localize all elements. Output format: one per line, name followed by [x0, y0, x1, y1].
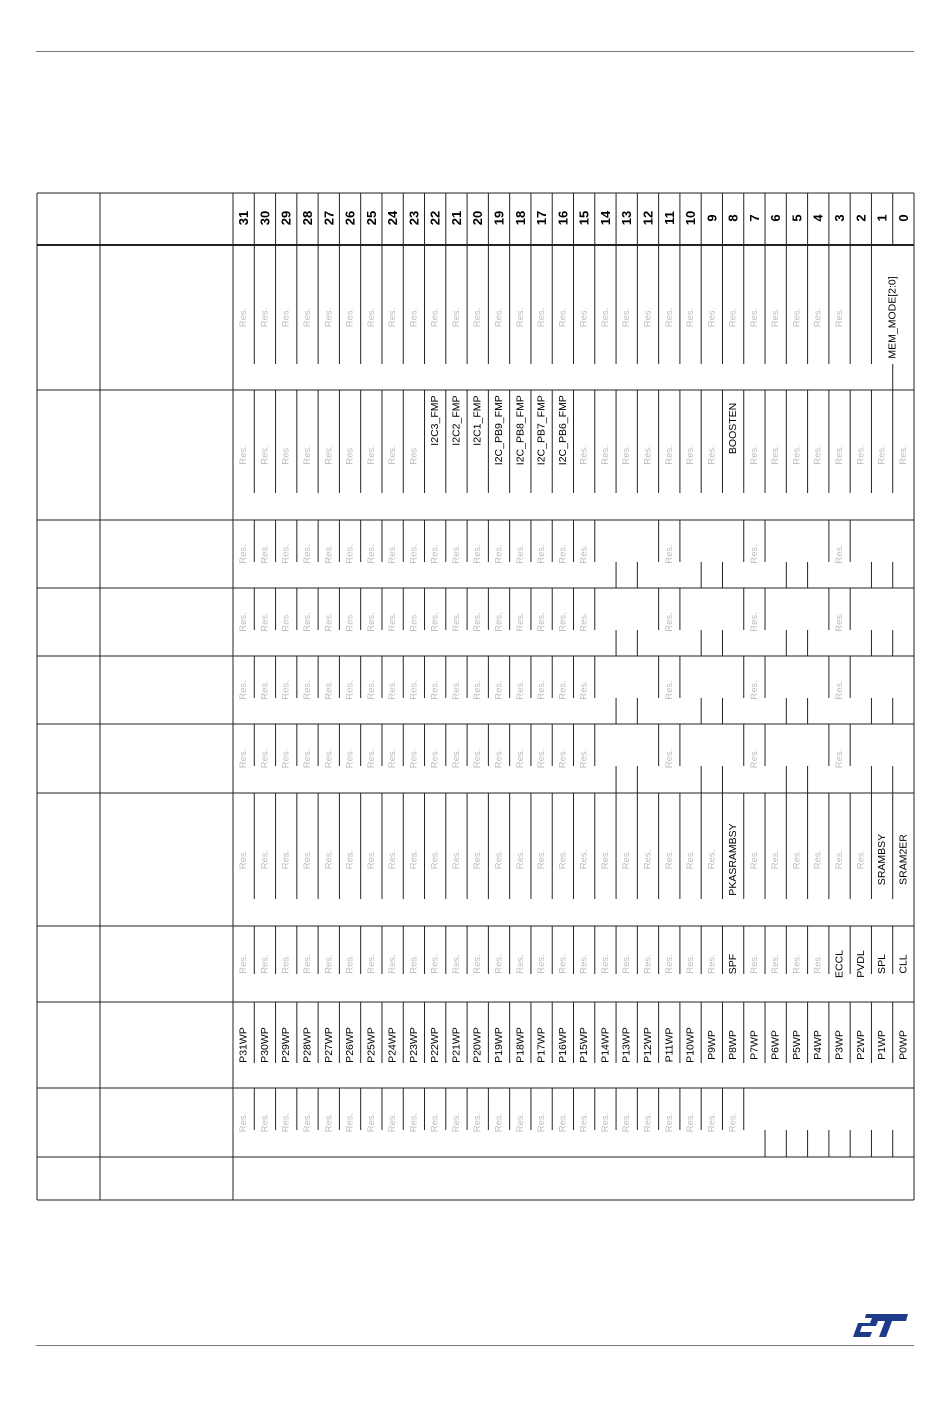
- reserved-bit-13: Res.: [621, 849, 633, 870]
- reserved-bit-9: Res.: [706, 954, 718, 974]
- reserved-bit-6: Res.: [770, 954, 782, 974]
- reserved-bit-4: Res.: [812, 954, 824, 974]
- reserved-bit-21: Res.: [450, 307, 462, 328]
- reserved-bit-11: Res.: [663, 544, 675, 564]
- field-p26wp: P26WP: [344, 1027, 357, 1063]
- reserved-bit-14: Res.: [599, 954, 611, 974]
- reserved-bit-17: Res.: [536, 1112, 548, 1133]
- reserved-bit-7: Res.: [748, 307, 760, 328]
- field-p4wp: P4WP: [812, 1030, 825, 1060]
- reserved-bit-22: Res.: [429, 954, 441, 974]
- reserved-bit-24: Res.: [387, 680, 399, 700]
- reserved-bit-19: Res.: [493, 307, 505, 328]
- reserved-bit-2: Res.: [855, 445, 867, 465]
- bit-number-1: 1: [874, 214, 890, 222]
- reserved-bit-7: Res.: [748, 748, 760, 769]
- bit-number-12: 12: [640, 210, 656, 226]
- reserved-bit-22: Res.: [429, 307, 441, 328]
- reserved-bit-20: Res.: [472, 954, 484, 974]
- field-spf: SPF: [727, 953, 740, 975]
- reserved-bit-25: Res.: [365, 849, 377, 870]
- field-p29wp: P29WP: [280, 1027, 293, 1063]
- field-srambsy: SRAMBSY: [876, 833, 889, 886]
- bit-number-6: 6: [768, 214, 784, 222]
- reserved-bit-3: Res.: [834, 307, 846, 328]
- reserved-bit-9: Res.: [706, 445, 718, 465]
- reserved-bit-11: Res.: [663, 612, 675, 632]
- reserved-bit-29: Res.: [280, 544, 292, 564]
- reserved-bit-18: Res.: [514, 954, 526, 974]
- reserved-bit-26: Res.: [344, 307, 356, 328]
- reserved-bit-11: Res.: [663, 1112, 675, 1133]
- reserved-bit-15: Res.: [578, 1112, 590, 1133]
- reserved-bit-21: Res.: [450, 544, 462, 564]
- reserved-bit-20: Res.: [472, 1112, 484, 1133]
- reserved-bit-29: Res.: [280, 1112, 292, 1133]
- field-eccl: ECCL: [833, 949, 846, 979]
- reserved-bit-27: Res.: [323, 544, 335, 564]
- reserved-bit-28: Res.: [301, 954, 313, 974]
- reserved-bit-19: Res.: [493, 544, 505, 564]
- reserved-bit-12: Res.: [642, 1112, 654, 1133]
- field-cll: CLL: [897, 954, 910, 974]
- reserved-bit-20: Res.: [472, 680, 484, 700]
- reserved-bit-31: Res.: [238, 544, 250, 564]
- reserved-bit-21: Res.: [450, 1112, 462, 1133]
- reserved-bit-13: Res.: [621, 307, 633, 328]
- reserved-bit-27: Res.: [323, 612, 335, 632]
- reserved-bit-5: Res.: [791, 954, 803, 974]
- reserved-bit-14: Res.: [599, 307, 611, 328]
- field-p9wp: P9WP: [705, 1030, 718, 1060]
- reserved-bit-22: Res.: [429, 849, 441, 870]
- reserved-bit-26: Res.: [344, 954, 356, 974]
- reserved-bit-30: Res.: [259, 1112, 271, 1133]
- reserved-bit-31: Res.: [238, 445, 250, 465]
- reserved-bit-18: Res.: [514, 849, 526, 870]
- reserved-bit-29: Res.: [280, 849, 292, 870]
- reserved-bit-17: Res.: [536, 680, 548, 700]
- reserved-bit-10: Res.: [685, 954, 697, 974]
- reserved-bit-21: Res.: [450, 680, 462, 700]
- bit-number-15: 15: [576, 210, 592, 226]
- field-p3wp: P3WP: [833, 1030, 846, 1060]
- reserved-bit-18: Res.: [514, 680, 526, 700]
- bit-number-23: 23: [406, 210, 422, 226]
- reserved-bit-0: Res.: [897, 445, 909, 465]
- reserved-bit-24: Res.: [387, 1112, 399, 1133]
- reserved-bit-30: Res.: [259, 680, 271, 700]
- reserved-bit-25: Res.: [365, 445, 377, 465]
- reserved-bit-19: Res.: [493, 849, 505, 870]
- reserved-bit-19: Res.: [493, 1112, 505, 1133]
- reserved-bit-8: Res.: [727, 1112, 739, 1133]
- reserved-bit-24: Res.: [387, 612, 399, 632]
- reserved-bit-4: Res.: [812, 445, 824, 465]
- reserved-bit-20: Res.: [472, 544, 484, 564]
- reserved-bit-9: Res.: [706, 307, 718, 328]
- reserved-bit-27: Res.: [323, 680, 335, 700]
- reserved-bit-31: Res.: [238, 612, 250, 632]
- field-i2c-pb7-fmp: I2C_PB7_FMP: [535, 395, 548, 466]
- reserved-bit-7: Res.: [748, 612, 760, 632]
- field-p28wp: P28WP: [301, 1027, 314, 1063]
- field-p1wp: P1WP: [876, 1030, 889, 1060]
- reserved-bit-20: Res.: [472, 849, 484, 870]
- reserved-bit-17: Res.: [536, 849, 548, 870]
- reserved-bit-24: Res.: [387, 954, 399, 974]
- field-pvdl: PVDL: [854, 950, 867, 978]
- reserved-bit-6: Res.: [770, 445, 782, 465]
- reserved-bit-27: Res.: [323, 748, 335, 769]
- reserved-bit-16: Res.: [557, 307, 569, 328]
- field-i2c-pb9-fmp: I2C_PB9_FMP: [493, 395, 506, 466]
- reserved-bit-21: Res.: [450, 954, 462, 974]
- reserved-bit-10: Res.: [685, 849, 697, 870]
- field-p15wp: P15WP: [578, 1027, 591, 1063]
- reserved-bit-26: Res.: [344, 544, 356, 564]
- reserved-bit-30: Res.: [259, 307, 271, 328]
- reserved-bit-17: Res.: [536, 748, 548, 769]
- reserved-bit-11: Res.: [663, 680, 675, 700]
- reserved-bit-17: Res.: [536, 544, 548, 564]
- reserved-bit-30: Res.: [259, 445, 271, 465]
- reserved-bit-15: Res.: [578, 849, 590, 870]
- bit-number-7: 7: [746, 214, 762, 222]
- reserved-bit-10: Res.: [685, 307, 697, 328]
- reserved-bit-27: Res.: [323, 849, 335, 870]
- reserved-bit-25: Res.: [365, 954, 377, 974]
- reserved-bit-17: Res.: [536, 954, 548, 974]
- reserved-bit-23: Res.: [408, 849, 420, 870]
- reserved-bit-26: Res.: [344, 748, 356, 769]
- reserved-bit-15: Res.: [578, 307, 590, 328]
- reserved-bit-29: Res.: [280, 748, 292, 769]
- reserved-bit-16: Res.: [557, 680, 569, 700]
- field-mem-mode-2-0-: MEM_MODE[2:0]: [886, 276, 899, 359]
- field-p5wp: P5WP: [790, 1030, 803, 1060]
- field-p18wp: P18WP: [514, 1027, 527, 1063]
- field-p10wp: P10WP: [684, 1027, 697, 1063]
- bit-number-4: 4: [810, 214, 826, 222]
- reserved-bit-19: Res.: [493, 680, 505, 700]
- reserved-bit-18: Res.: [514, 748, 526, 769]
- reserved-bit-5: Res.: [791, 307, 803, 328]
- reserved-bit-26: Res.: [344, 612, 356, 632]
- reserved-bit-16: Res.: [557, 849, 569, 870]
- reserved-bit-4: Res.: [812, 307, 824, 328]
- reserved-bit-22: Res.: [429, 748, 441, 769]
- bit-number-22: 22: [427, 210, 443, 226]
- reserved-bit-29: Res.: [280, 445, 292, 465]
- bit-number-8: 8: [725, 214, 741, 222]
- reserved-bit-15: Res.: [578, 954, 590, 974]
- reserved-bit-11: Res.: [663, 307, 675, 328]
- reserved-bit-30: Res.: [259, 612, 271, 632]
- reserved-bit-12: Res.: [642, 307, 654, 328]
- reserved-bit-20: Res.: [472, 307, 484, 328]
- reserved-bit-29: Res.: [280, 612, 292, 632]
- reserved-bit-23: Res.: [408, 544, 420, 564]
- field-p19wp: P19WP: [493, 1027, 506, 1063]
- reserved-bit-8: Res.: [727, 307, 739, 328]
- field-p25wp: P25WP: [365, 1027, 378, 1063]
- reserved-bit-24: Res.: [387, 544, 399, 564]
- reserved-bit-23: Res.: [408, 748, 420, 769]
- field-i2c2-fmp: I2C2_FMP: [450, 395, 463, 446]
- field-p12wp: P12WP: [641, 1027, 654, 1063]
- reserved-bit-6: Res.: [770, 849, 782, 870]
- reserved-bit-26: Res.: [344, 849, 356, 870]
- reserved-bit-16: Res.: [557, 954, 569, 974]
- field-p0wp: P0WP: [897, 1030, 910, 1060]
- reserved-bit-3: Res.: [834, 680, 846, 700]
- reserved-bit-31: Res.: [238, 680, 250, 700]
- reserved-bit-7: Res.: [748, 954, 760, 974]
- bit-number-3: 3: [832, 214, 848, 222]
- reserved-bit-23: Res.: [408, 1112, 420, 1133]
- field-p20wp: P20WP: [471, 1027, 484, 1063]
- reserved-bit-27: Res.: [323, 1112, 335, 1133]
- bit-number-9: 9: [704, 214, 720, 222]
- bit-number-29: 29: [278, 210, 294, 226]
- reserved-bit-29: Res.: [280, 680, 292, 700]
- reserved-bit-20: Res.: [472, 612, 484, 632]
- reserved-bit-3: Res.: [834, 544, 846, 564]
- field-boosten: BOOSTEN: [727, 402, 740, 455]
- reserved-bit-22: Res.: [429, 680, 441, 700]
- field-p24wp: P24WP: [386, 1027, 399, 1063]
- field-p16wp: P16WP: [556, 1027, 569, 1063]
- reserved-bit-13: Res.: [621, 1112, 633, 1133]
- bit-number-28: 28: [299, 210, 315, 226]
- field-p6wp: P6WP: [769, 1030, 782, 1060]
- reserved-bit-7: Res.: [748, 680, 760, 700]
- reserved-bit-21: Res.: [450, 748, 462, 769]
- reserved-bit-18: Res.: [514, 544, 526, 564]
- reserved-bit-15: Res.: [578, 680, 590, 700]
- bit-number-18: 18: [512, 210, 528, 226]
- reserved-bit-11: Res.: [663, 748, 675, 769]
- reserved-bit-22: Res.: [429, 1112, 441, 1133]
- reserved-bit-21: Res.: [450, 612, 462, 632]
- field-p14wp: P14WP: [599, 1027, 612, 1063]
- reserved-bit-17: Res.: [536, 307, 548, 328]
- reserved-bit-15: Res.: [578, 612, 590, 632]
- reserved-bit-7: Res.: [748, 849, 760, 870]
- reserved-bit-25: Res.: [365, 544, 377, 564]
- reserved-bit-23: Res.: [408, 680, 420, 700]
- reserved-bit-15: Res.: [578, 544, 590, 564]
- reserved-bit-27: Res.: [323, 307, 335, 328]
- reserved-bit-13: Res.: [621, 445, 633, 465]
- bit-number-5: 5: [789, 214, 805, 222]
- reserved-bit-16: Res.: [557, 612, 569, 632]
- reserved-bit-14: Res.: [599, 1112, 611, 1133]
- reserved-bit-19: Res.: [493, 612, 505, 632]
- reserved-bit-28: Res.: [301, 445, 313, 465]
- reserved-bit-22: Res.: [429, 544, 441, 564]
- bit-number-11: 11: [661, 211, 677, 225]
- reserved-bit-12: Res.: [642, 445, 654, 465]
- field-p17wp: P17WP: [535, 1027, 548, 1063]
- reserved-bit-7: Res.: [748, 445, 760, 465]
- reserved-bit-28: Res.: [301, 849, 313, 870]
- reserved-bit-3: Res.: [834, 612, 846, 632]
- reserved-bit-26: Res.: [344, 680, 356, 700]
- reserved-bit-28: Res.: [301, 544, 313, 564]
- reserved-bit-24: Res.: [387, 445, 399, 465]
- reserved-bit-3: Res.: [834, 445, 846, 465]
- reserved-bit-23: Res.: [408, 445, 420, 465]
- reserved-bit-1: Res.: [876, 445, 888, 465]
- reserved-bit-26: Res.: [344, 445, 356, 465]
- reserved-bit-18: Res.: [514, 612, 526, 632]
- bit-number-0: 0: [895, 214, 911, 222]
- field-p11wp: P11WP: [663, 1027, 676, 1063]
- reserved-bit-25: Res.: [365, 307, 377, 328]
- reserved-bit-2: Res.: [855, 849, 867, 870]
- reserved-bit-27: Res.: [323, 954, 335, 974]
- reserved-bit-16: Res.: [557, 748, 569, 769]
- reserved-bit-30: Res.: [259, 748, 271, 769]
- reserved-bit-15: Res.: [578, 445, 590, 465]
- reserved-bit-16: Res.: [557, 544, 569, 564]
- reserved-bit-25: Res.: [365, 612, 377, 632]
- field-p22wp: P22WP: [429, 1027, 442, 1063]
- reserved-bit-28: Res.: [301, 1112, 313, 1133]
- reserved-bit-28: Res.: [301, 680, 313, 700]
- reserved-bit-14: Res.: [599, 445, 611, 465]
- field-pkasrambsy: PKASRAMBSY: [727, 823, 740, 896]
- bit-number-24: 24: [385, 210, 401, 226]
- reserved-bit-27: Res.: [323, 445, 335, 465]
- reserved-bit-19: Res.: [493, 954, 505, 974]
- bit-number-2: 2: [853, 214, 869, 222]
- bit-number-13: 13: [619, 210, 635, 226]
- bit-number-19: 19: [491, 210, 507, 226]
- reserved-bit-23: Res.: [408, 954, 420, 974]
- reserved-bit-26: Res.: [344, 1112, 356, 1133]
- reserved-bit-10: Res.: [685, 1112, 697, 1133]
- reserved-bit-9: Res.: [706, 1112, 718, 1133]
- reserved-bit-31: Res.: [238, 954, 250, 974]
- reserved-bit-19: Res.: [493, 748, 505, 769]
- field-p13wp: P13WP: [620, 1027, 633, 1063]
- bit-number-26: 26: [342, 210, 358, 226]
- bit-number-31: 31: [236, 210, 252, 226]
- reserved-bit-11: Res.: [663, 849, 675, 870]
- st-logo: [852, 1310, 912, 1340]
- reserved-bit-28: Res.: [301, 612, 313, 632]
- bit-number-16: 16: [555, 210, 571, 226]
- reserved-bit-30: Res.: [259, 954, 271, 974]
- reserved-bit-25: Res.: [365, 748, 377, 769]
- reserved-bit-29: Res.: [280, 307, 292, 328]
- reserved-bit-13: Res.: [621, 954, 633, 974]
- reserved-bit-5: Res.: [791, 445, 803, 465]
- field-p31wp: P31WP: [237, 1027, 250, 1063]
- reserved-bit-4: Res.: [812, 849, 824, 870]
- reserved-bit-25: Res.: [365, 680, 377, 700]
- bit-number-17: 17: [534, 210, 550, 226]
- reserved-bit-14: Res.: [599, 849, 611, 870]
- reserved-bit-23: Res.: [408, 307, 420, 328]
- field-spl: SPL: [876, 954, 889, 974]
- bit-number-10: 10: [683, 210, 699, 226]
- reserved-bit-21: Res.: [450, 849, 462, 870]
- bit-number-25: 25: [363, 210, 379, 226]
- reserved-bit-10: Res.: [685, 445, 697, 465]
- reserved-bit-11: Res.: [663, 445, 675, 465]
- reserved-bit-6: Res.: [770, 307, 782, 328]
- field-p8wp: P8WP: [727, 1030, 740, 1060]
- bit-number-30: 30: [257, 210, 273, 226]
- reserved-bit-15: Res.: [578, 748, 590, 769]
- field-i2c-pb6-fmp: I2C_PB6_FMP: [556, 395, 569, 466]
- field-p21wp: P21WP: [450, 1027, 463, 1063]
- field-p23wp: P23WP: [407, 1027, 420, 1063]
- field-p2wp: P2WP: [854, 1030, 867, 1060]
- reserved-bit-28: Res.: [301, 748, 313, 769]
- reserved-bit-12: Res.: [642, 954, 654, 974]
- field-p27wp: P27WP: [322, 1027, 335, 1063]
- reserved-bit-18: Res.: [514, 1112, 526, 1133]
- reserved-bit-25: Res.: [365, 1112, 377, 1133]
- reserved-bit-24: Res.: [387, 849, 399, 870]
- reserved-bit-3: Res.: [834, 849, 846, 870]
- reserved-bit-31: Res.: [238, 849, 250, 870]
- reserved-bit-9: Res.: [706, 849, 718, 870]
- reserved-bit-28: Res.: [301, 307, 313, 328]
- bit-number-20: 20: [470, 210, 486, 226]
- field-i2c-pb8-fmp: I2C_PB8_FMP: [514, 395, 527, 466]
- reserved-bit-5: Res.: [791, 849, 803, 870]
- reserved-bit-16: Res.: [557, 1112, 569, 1133]
- reserved-bit-23: Res.: [408, 612, 420, 632]
- reserved-bit-12: Res.: [642, 849, 654, 870]
- bit-number-21: 21: [448, 210, 464, 226]
- reserved-bit-29: Res.: [280, 954, 292, 974]
- reserved-bit-24: Res.: [387, 748, 399, 769]
- field-i2c3-fmp: I2C3_FMP: [429, 395, 442, 446]
- reserved-bit-7: Res.: [748, 544, 760, 564]
- reserved-bit-22: Res.: [429, 612, 441, 632]
- reserved-bit-20: Res.: [472, 748, 484, 769]
- reserved-bit-31: Res.: [238, 307, 250, 328]
- field-sram2er: SRAM2ER: [897, 834, 910, 885]
- reserved-bit-31: Res.: [238, 748, 250, 769]
- reserved-bit-30: Res.: [259, 849, 271, 870]
- reserved-bit-30: Res.: [259, 544, 271, 564]
- bit-number-27: 27: [321, 210, 337, 226]
- reserved-bit-3: Res.: [834, 748, 846, 769]
- reserved-bit-18: Res.: [514, 307, 526, 328]
- field-i2c1-fmp: I2C1_FMP: [471, 395, 484, 446]
- reserved-bit-11: Res.: [663, 954, 675, 974]
- reserved-bit-24: Res.: [387, 307, 399, 328]
- reserved-bit-17: Res.: [536, 612, 548, 632]
- field-p30wp: P30WP: [258, 1027, 271, 1063]
- reserved-bit-31: Res.: [238, 1112, 250, 1133]
- bit-number-14: 14: [597, 210, 613, 226]
- field-p7wp: P7WP: [748, 1030, 761, 1060]
